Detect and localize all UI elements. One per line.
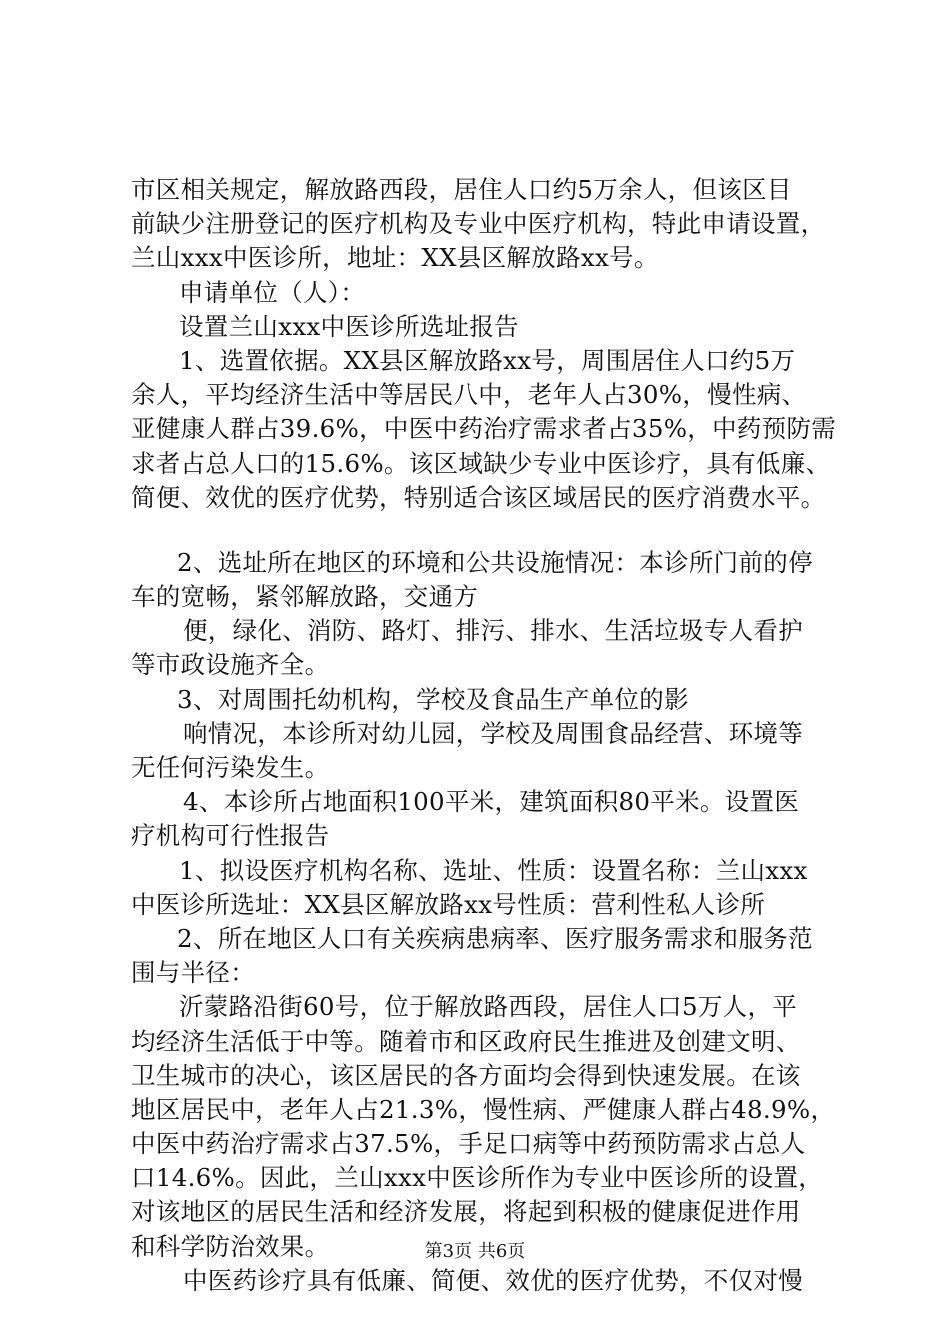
text-line: 中医诊所选址：XX县区解放路xx号性质：营利性私人诊所: [131, 889, 766, 919]
text-line: 市区相关规定，解放路西段，居住人口约5万余人，但该区目: [131, 175, 792, 204]
text-line: 中医中药治疗需求占37.5%，手足口病等中药预防需求占总人: [131, 1129, 806, 1159]
text-line: 等市政设施齐全。: [131, 650, 330, 680]
text-line: 无任何污染发生。: [131, 753, 330, 782]
text-line: 前缺少注册登记的医疗机构及专业中医疗机构，特此申请设置，: [131, 209, 826, 239]
text-line: 疗机构可行性报告: [131, 821, 330, 851]
text-line: 2、所在地区人口有关疾病患病率、医疗服务需求和服务范: [177, 923, 813, 953]
text-line: 响情况，本诊所对幼儿园，学校及周围食品经营、环境等: [183, 718, 803, 748]
text-line: 对该地区的居民生活和经济发展，将起到积极的健康促进作用: [131, 1197, 801, 1227]
text-line: 卫生城市的决心，该区居民的各方面均会得到快速发展。在该: [131, 1060, 801, 1090]
text-line: 中医药诊疗具有低廉、简便、效优的医疗优势，不仅对慢: [183, 1265, 803, 1295]
text-line: 和科学防治效果。: [131, 1231, 330, 1261]
text-line: 余人，平均经济生活中等居民八中，老年人占30%，慢性病、: [131, 380, 807, 410]
text-line: 3、对周围托幼机构，学校及食品生产单位的影: [177, 684, 689, 714]
text-line: 2、选址所在地区的环境和公共设施情况：本诊所门前的停: [177, 547, 813, 577]
text-line: 申请单位（人）：: [179, 277, 366, 307]
section-heading: 设置兰山xxx中医诊所选址报告: [179, 311, 519, 341]
text-line: 沂蒙路沿街60号，位于解放路西段，居住人口5万人，平: [179, 992, 798, 1022]
text-line: 车的宽畅，紧邻解放路，交通方: [131, 582, 479, 612]
text-line: 1、选置依据。XX县区解放路xx号，周围居住人口约5万: [179, 345, 796, 375]
text-line: 均经济生活低于中等。随着市和区政府民生推进及创建文明、: [131, 1026, 801, 1056]
text-line: 亚健康人群占39.6%，中医中药治疗需求者占35%，中药预防需: [131, 414, 837, 444]
text-line: 兰山xxx中医诊所，地址：XX县区解放路xx号。: [131, 243, 659, 273]
text-line: 求者占总人口的15.6%。该区域缺少专业中医诊疗，具有低廉、: [131, 448, 831, 478]
document-body: [131, 173, 851, 1298]
text-line: 口14.6%。因此，兰山xxx中医诊所作为专业中医诊所的设置，: [131, 1163, 824, 1193]
text-line: 简便、效优的医疗优势，特别适合该区域居民的医疗消费水平。: [131, 482, 826, 512]
text-line: 便，绿化、消防、路灯、排污、排水、生活垃圾专人看护: [183, 616, 803, 646]
text-line: 1、拟设医疗机构名称、选址、性质：设置名称：兰山xxx: [179, 855, 808, 885]
text-line: 地区居民中，老年人占21.3%，慢性病、严健康人群占48.9%，: [131, 1094, 836, 1124]
text-line: 4、本诊所占地面积100平米，建筑面积80平米。设置医: [183, 787, 800, 817]
text-line: 围与半径：: [131, 958, 255, 988]
paragraph-gap: [131, 515, 851, 546]
page-number-footer: 第3页 共6页: [424, 1241, 526, 1262]
